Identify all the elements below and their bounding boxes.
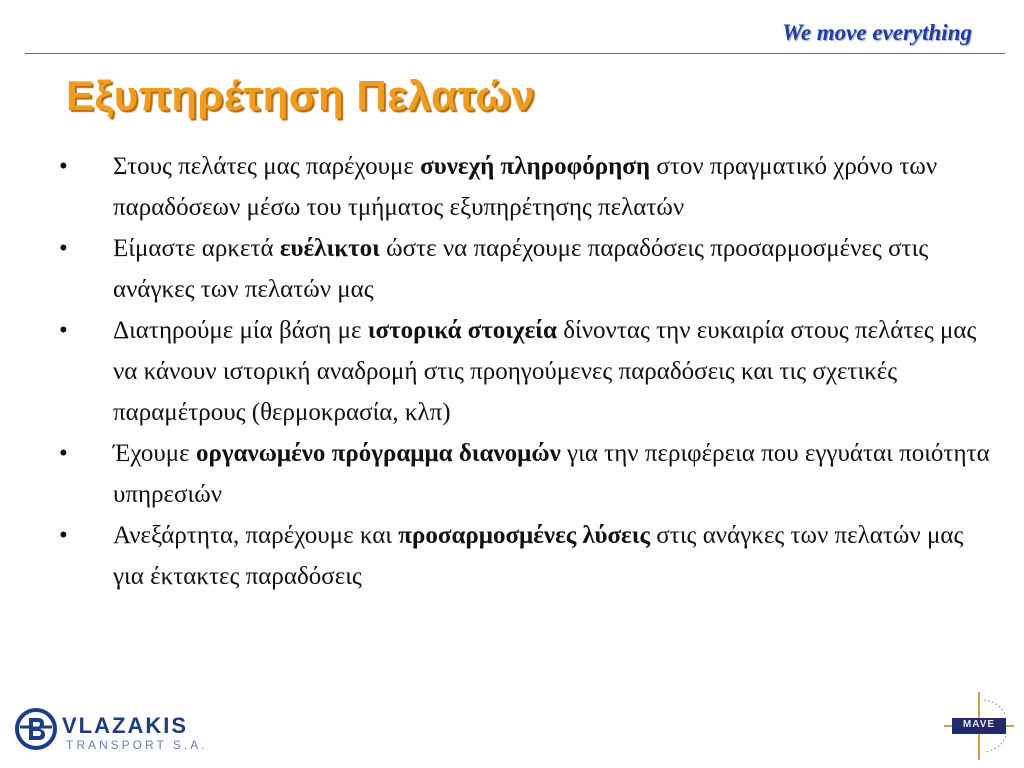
- bullet-bold-text: ευέλικτοι: [279, 235, 380, 262]
- bullet-bold-text: ιστορικά στοιχεία: [367, 317, 557, 344]
- bullet-dot: •: [59, 317, 68, 344]
- bullet-item: [55, 146, 990, 228]
- vlazakis-logo-icon: [14, 707, 58, 751]
- bullet-dot: •: [59, 440, 68, 467]
- brand-subtitle: TRANSPORT S.A.: [66, 738, 208, 752]
- bullet-bold-text: οργανωμένο πρόγραμμα διανομών: [195, 440, 561, 467]
- header-divider: [25, 53, 1005, 54]
- mave-logo-text: MAVE: [962, 719, 996, 730]
- bullet-dot: •: [59, 153, 68, 180]
- bullet-text: Στους πελάτες μας παρέχουμε: [113, 153, 421, 180]
- bullet-dot: •: [59, 522, 68, 549]
- mave-logistics-logo: [944, 692, 1014, 760]
- bullet-list: [55, 146, 990, 597]
- bullet-text: στις ανάγκες των πελατών μας για έκτακτες παραδόσεις: [113, 522, 964, 590]
- bullet-text: Είμαστε αρκετά: [113, 235, 280, 262]
- bullet-dot: •: [59, 235, 68, 262]
- bullet-item: [55, 228, 990, 310]
- bullet-item: [55, 433, 990, 515]
- bullet-text: δίνοντας την ευκαιρία στους πελάτες μας να κάνουν ιστορική αναδρομή στις προηγούμενες παραδόσεις και τις σχετικές παραμέτρους (θερμοκρασία, κλπ): [113, 317, 977, 426]
- bullet-text: Διατηρούμε μία βάση με: [113, 317, 368, 344]
- vlazakis-logo: [14, 707, 214, 759]
- bullet-item: [55, 310, 990, 433]
- bullet-text: για την περιφέρεια που εγγυάται ποιότητα υπηρεσιών: [113, 440, 990, 508]
- bullet-bold-text: συνεχή πληροφόρηση: [420, 153, 651, 180]
- tagline: We move everything: [782, 20, 972, 45]
- slide-title: Εξυπηρέτηση Πελατών: [66, 72, 536, 119]
- brand-name: VLAZAKIS: [62, 713, 188, 738]
- bullet-text: ώστε να παρέχουμε παραδόσεις προσαρμοσμένες στις ανάγκες των πελατών μας: [113, 235, 929, 303]
- bullet-bold-text: προσαρμοσμένες λύσεις: [398, 522, 651, 549]
- bullet-text: στον πραγματικό χρόνο των παραδόσεων μέσω του τμήματος εξυπηρέτησης πελατών: [113, 153, 938, 221]
- bullet-text: Έχουμε: [113, 440, 196, 467]
- bullet-text: Ανεξάρτητα, παρέχουμε και: [113, 522, 399, 549]
- bullet-item: [55, 515, 990, 597]
